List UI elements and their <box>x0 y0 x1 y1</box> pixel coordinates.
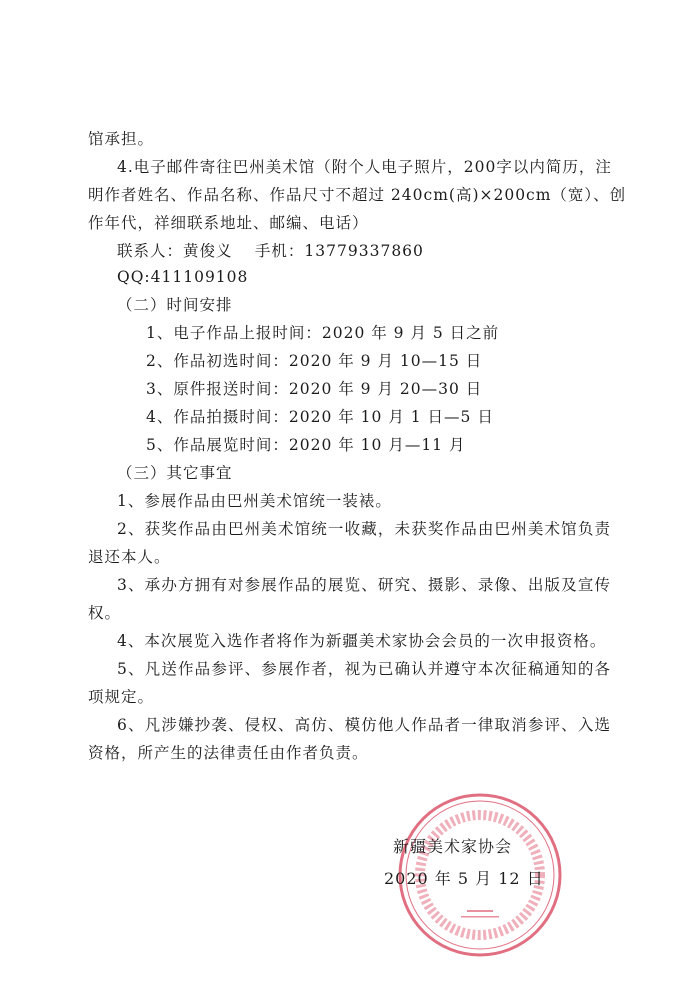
other-item-3-line-1: 3、承办方拥有对参展作品的展览、研究、摄影、录像、出版及宣传 <box>117 576 611 594</box>
other-item-6-line-1: 6、凡涉嫌抄袭、侵权、高仿、模仿他人作品者一律取消参评、入选 <box>117 716 611 734</box>
time-item: 1、电子作品上报时间：2020 年 9 月 5 日之前 <box>146 324 500 342</box>
section-3-title: （三）其它事宜 <box>117 464 233 482</box>
signature-organization: 新疆美术家协会 <box>393 837 513 856</box>
time-item: 2、作品初选时间：2020 年 9 月 10—15 日 <box>146 352 483 370</box>
other-item-4: 4、本次展览入选作者将作为新疆美术家协会会员的一次申报资格。 <box>117 632 607 650</box>
item-4-line-2: 明作者姓名、作品名称、作品尺寸不超过 240cm(高)×200cm（宽）、创 <box>88 186 627 204</box>
other-item-1: 1、参展作品由巴州美术馆统一装裱。 <box>117 492 392 510</box>
other-item-6-line-2: 资格，所产生的法律责任由作者负责。 <box>88 744 369 762</box>
time-item: 3、原件报送时间：2020 年 9 月 20—30 日 <box>146 380 483 398</box>
item-4-line-3: 作年代，祥细联系地址、邮编、电话） <box>88 214 369 232</box>
other-item-2-line-1: 2、获奖作品由巴州美术馆统一收藏，未获奖作品由巴州美术馆负责 <box>117 520 611 538</box>
contact-line: 联系人：黄俊义 手机：13779337860 <box>117 242 424 260</box>
item-4-line-1: 4.电子邮件寄往巴州美术馆（附个人电子照片，200字以内简历，注 <box>117 158 612 176</box>
section-2-title: （二）时间安排 <box>117 296 233 314</box>
qq-line: QQ:411109108 <box>117 268 249 286</box>
other-item-5-line-2: 项规定。 <box>88 688 155 706</box>
signature-date: 2020 年 5 月 12 日 <box>384 869 544 888</box>
other-item-3-line-2: 权。 <box>88 604 122 622</box>
other-item-5-line-1: 5、凡送作品参评、参展作者，视为已确认并遵守本次征稿通知的各 <box>117 660 611 678</box>
time-item: 5、作品展览时间：2020 年 10 月—11 月 <box>146 436 466 454</box>
time-item: 4、作品拍摄时间：2020 年 10 月 1 日—5 日 <box>146 408 494 426</box>
other-item-2-line-2: 退还本人。 <box>88 548 171 566</box>
paragraph-continuation: 馆承担。 <box>88 130 155 148</box>
